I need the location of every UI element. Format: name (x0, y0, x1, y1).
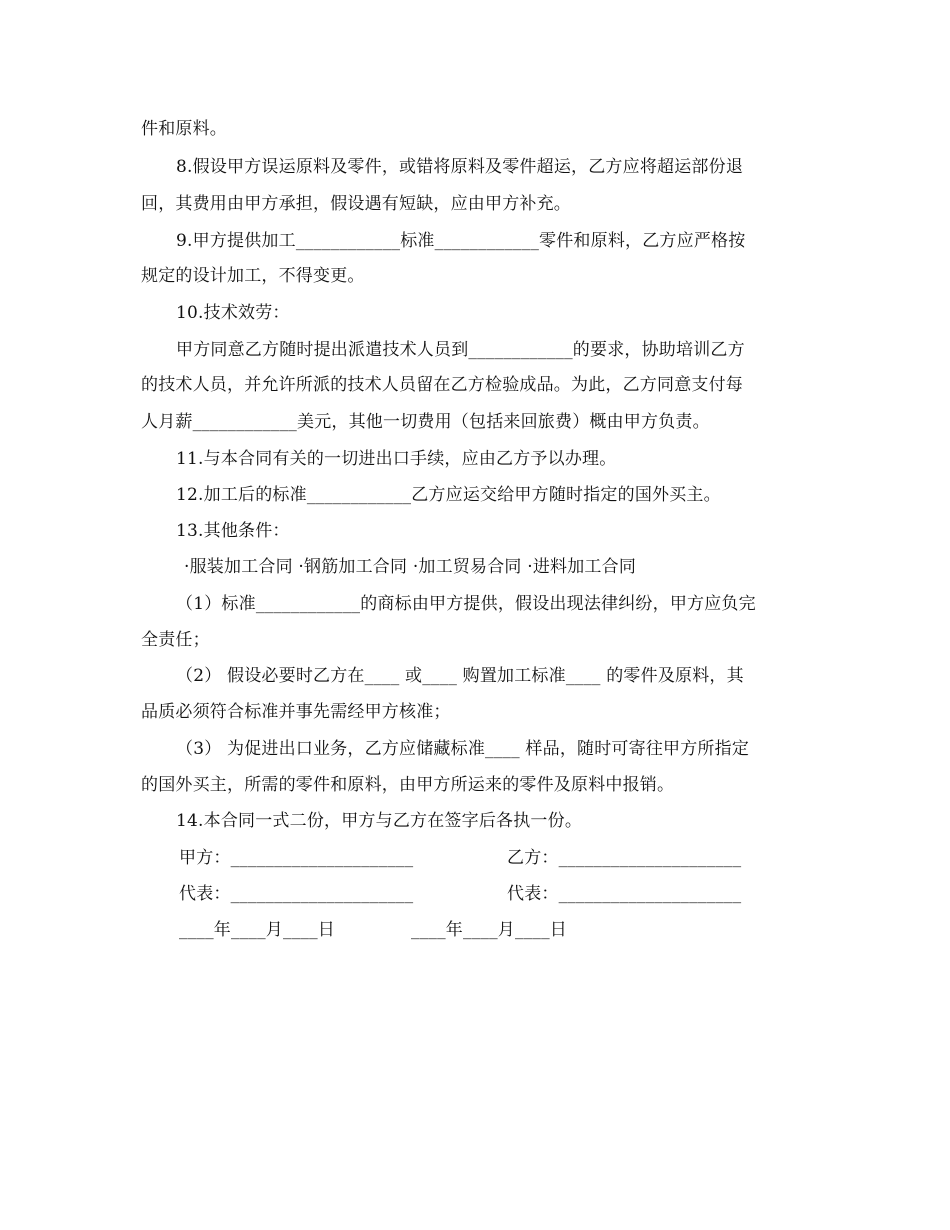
text-line-7: 甲方同意乙方随时提出派遣技术人员到____________的要求，协助培训乙方 (176, 340, 745, 360)
text-line-16: （2） 假设必要时乙方在____ 或____ 购置加工标准____ 的零件及原料，其 (176, 666, 744, 686)
text-line-1: 件和原料。 (141, 119, 227, 139)
text-line-5: 规定的设计加工，不得变更。 (141, 266, 365, 286)
party-b-representative-line: 代表：_____________________ (507, 884, 742, 904)
party-a-date-line: ____年____月____日 (179, 920, 335, 940)
text-line-18: （3） 为促进出口业务，乙方应储藏标准____ 样品，随时可寄往甲方所指定 (176, 739, 750, 759)
text-line-19: 的国外买主，所需的零件和原料，由甲方所运来的零件及原料中报销。 (141, 775, 675, 795)
party-b-date-line: ____年____月____日 (411, 920, 567, 940)
related-contracts-line: ·服装加工合同 ·钢筋加工合同 ·加工贸易合同 ·进料加工合同 (184, 557, 637, 577)
text-line-14: （1）标准____________的商标由甲方提供，假设出现法律纠纷，甲方应负完 (176, 594, 756, 614)
text-line-9: 人月薪____________美元，其他一切费用（包括来回旅费）概由甲方负责。 (141, 412, 710, 432)
text-line-20: 14.本合同一式二份，甲方与乙方在签字后各执一份。 (176, 811, 583, 831)
text-line-15: 全责任； (141, 630, 210, 650)
text-line-2: 8.假设甲方误运原料及零件，或错将原料及零件超运，乙方应将超运部份退 (176, 157, 744, 177)
text-line-3: 回，其费用由甲方承担，假设遇有短缺，应由甲方补充。 (141, 194, 571, 214)
party-a-representative-line: 代表：_____________________ (179, 884, 414, 904)
text-line-10: 11.与本合同有关的一切进出口手续，应由乙方予以办理。 (176, 449, 617, 469)
text-line-4: 9.甲方提供加工____________标准____________零件和原料，乙方应严格按 (176, 231, 746, 251)
party-a-signature-line: 甲方：_____________________ (179, 848, 414, 868)
text-line-6: 10.技术效劳： (176, 303, 290, 323)
text-line-11: 12.加工后的标准____________乙方应运交给甲方随时指定的国外买主。 (176, 485, 721, 505)
text-line-17: 品质必须符合标准并事先需经甲方核准； (141, 702, 451, 722)
text-line-8: 的技术人员，并允许所派的技术人员留在乙方检验成品。为此，乙方同意支付每 (141, 375, 743, 395)
party-b-signature-line: 乙方：_____________________ (507, 848, 742, 868)
text-line-12: 13.其他条件： (176, 521, 290, 541)
